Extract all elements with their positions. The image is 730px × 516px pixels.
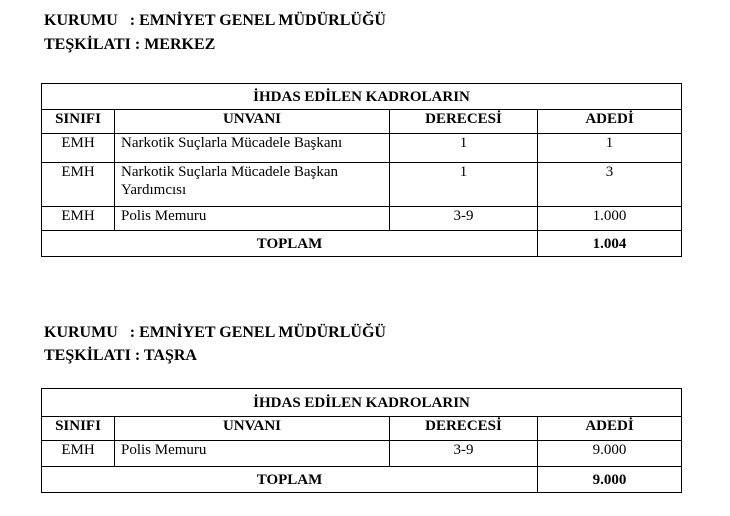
table-row — [42, 163, 682, 207]
section2-table — [41, 388, 682, 493]
cell-adedi: 9.000 — [538, 441, 682, 467]
cell-derecesi: 1 — [390, 134, 538, 163]
total-value: 9.000 — [538, 467, 682, 493]
total-row — [42, 467, 682, 493]
section2-kurum-line — [44, 324, 386, 342]
total-value: 1.004 — [538, 231, 682, 257]
header-adedi: ADEDİ — [538, 110, 682, 134]
cell-unvani: Narkotik Suçlarla Mücadele Başkanı — [115, 134, 390, 163]
cell-unvani: Polis Memuru — [115, 441, 390, 467]
section1-table — [41, 83, 682, 257]
header-derecesi: DERECESİ — [390, 417, 538, 441]
header-sinifi: SINIFI — [42, 110, 115, 134]
section1-kurum-line — [44, 12, 386, 30]
kurum-value: : EMNİYET GENEL MÜDÜRLÜĞÜ — [129, 12, 386, 29]
cell-sinifi: EMH — [42, 207, 115, 231]
table-title: İHDAS EDİLEN KADROLARIN — [42, 84, 682, 110]
header-adedi: ADEDİ — [538, 417, 682, 441]
cell-derecesi: 3-9 — [390, 207, 538, 231]
cell-sinifi: EMH — [42, 134, 115, 163]
total-label: TOPLAM — [42, 467, 538, 493]
header-derecesi: DERECESİ — [390, 110, 538, 134]
table-row — [42, 441, 682, 467]
teskilat-label: TEŞKİLATI — [44, 347, 131, 364]
section1-teskilat-line — [44, 36, 215, 54]
kurum-value: : EMNİYET GENEL MÜDÜRLÜĞÜ — [129, 324, 386, 341]
header-unvani: UNVANI — [115, 110, 390, 134]
total-label: TOPLAM — [42, 231, 538, 257]
cell-sinifi: EMH — [42, 163, 115, 207]
header-sinifi: SINIFI — [42, 417, 115, 441]
teskilat-value: : TAŞRA — [134, 347, 197, 364]
table-title: İHDAS EDİLEN KADROLARIN — [42, 389, 682, 417]
table-row — [42, 134, 682, 163]
teskilat-label: TEŞKİLATI — [44, 36, 131, 53]
cell-unvani: Polis Memuru — [115, 207, 390, 231]
section2-teskilat-line — [44, 347, 197, 365]
cell-derecesi: 3-9 — [390, 441, 538, 467]
cell-adedi: 1 — [538, 134, 682, 163]
table-row — [42, 207, 682, 231]
cell-sinifi: EMH — [42, 441, 115, 467]
cell-adedi: 3 — [538, 163, 682, 207]
cell-adedi: 1.000 — [538, 207, 682, 231]
teskilat-value: : MERKEZ — [134, 36, 216, 53]
total-row — [42, 231, 682, 257]
header-unvani: UNVANI — [115, 417, 390, 441]
cell-derecesi: 1 — [390, 163, 538, 207]
kurum-label: KURUMU — [44, 324, 118, 341]
kurum-label: KURUMU — [44, 12, 118, 29]
cell-unvani: Narkotik Suçlarla Mücadele Başkan Yardımcısı — [115, 163, 390, 207]
